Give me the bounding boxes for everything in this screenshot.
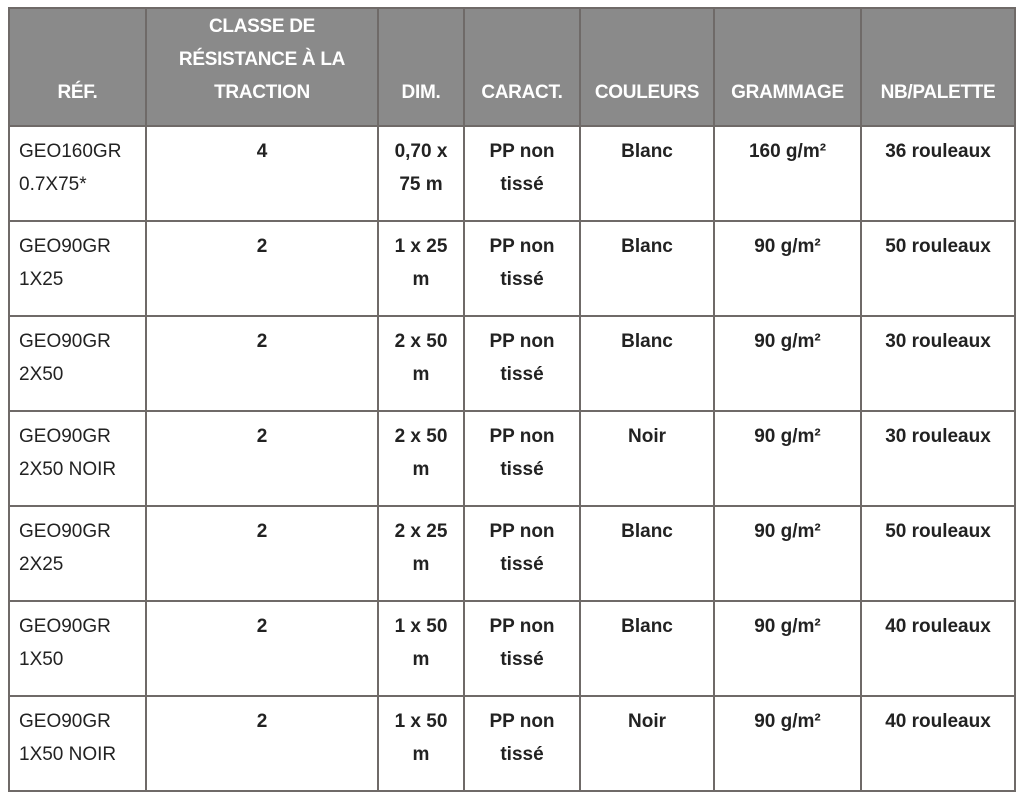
cell-ref: GEO90GR 1X50 NOIR — [9, 696, 146, 791]
header-nb-palette: NB/PALETTE — [861, 8, 1015, 126]
cell-ref: GEO90GR 2X50 — [9, 316, 146, 411]
cell-ref: GEO160GR 0.7X75* — [9, 126, 146, 221]
cell-dim: 1 x 50 m — [378, 696, 464, 791]
header-caract: CARACT. — [464, 8, 580, 126]
header-grammage: GRAMMAGE — [714, 8, 861, 126]
cell-grammage: 90 g/m² — [714, 506, 861, 601]
table-body — [9, 126, 1015, 791]
cell-classe: 2 — [146, 316, 378, 411]
table-row — [9, 316, 1015, 411]
header-ref: RÉF. — [9, 8, 146, 126]
cell-ref: GEO90GR 1X25 — [9, 221, 146, 316]
cell-classe: 4 — [146, 126, 378, 221]
cell-caract: PP non tissé — [464, 506, 580, 601]
cell-caract: PP non tissé — [464, 126, 580, 221]
cell-dim: 2 x 50 m — [378, 316, 464, 411]
cell-caract: PP non tissé — [464, 601, 580, 696]
cell-dim: 2 x 25 m — [378, 506, 464, 601]
header-row — [9, 8, 1015, 126]
cell-nb-palette: 36 rouleaux — [861, 126, 1015, 221]
cell-dim: 1 x 25 m — [378, 221, 464, 316]
table-row — [9, 126, 1015, 221]
cell-couleur: Blanc — [580, 601, 714, 696]
cell-couleur: Blanc — [580, 126, 714, 221]
cell-couleur: Blanc — [580, 506, 714, 601]
table-row — [9, 221, 1015, 316]
cell-grammage: 90 g/m² — [714, 411, 861, 506]
cell-nb-palette: 40 rouleaux — [861, 601, 1015, 696]
cell-caract: PP non tissé — [464, 221, 580, 316]
cell-dim: 0,70 x 75 m — [378, 126, 464, 221]
cell-grammage: 90 g/m² — [714, 696, 861, 791]
cell-caract: PP non tissé — [464, 316, 580, 411]
cell-caract: PP non tissé — [464, 411, 580, 506]
product-spec-table — [8, 7, 1016, 792]
table-row — [9, 601, 1015, 696]
header-classe: CLASSE DE RÉSISTANCE À LA TRACTION — [146, 8, 378, 126]
cell-ref: GEO90GR 1X50 — [9, 601, 146, 696]
cell-nb-palette: 30 rouleaux — [861, 316, 1015, 411]
table-row — [9, 506, 1015, 601]
cell-caract: PP non tissé — [464, 696, 580, 791]
table-row — [9, 411, 1015, 506]
table-row — [9, 696, 1015, 791]
cell-ref: GEO90GR 2X25 — [9, 506, 146, 601]
cell-couleur: Noir — [580, 411, 714, 506]
cell-classe: 2 — [146, 411, 378, 506]
header-couleurs: COULEURS — [580, 8, 714, 126]
cell-classe: 2 — [146, 696, 378, 791]
cell-couleur: Noir — [580, 696, 714, 791]
header-dim: DIM. — [378, 8, 464, 126]
cell-nb-palette: 50 rouleaux — [861, 506, 1015, 601]
cell-couleur: Blanc — [580, 316, 714, 411]
cell-nb-palette: 50 rouleaux — [861, 221, 1015, 316]
cell-grammage: 90 g/m² — [714, 221, 861, 316]
cell-couleur: Blanc — [580, 221, 714, 316]
cell-classe: 2 — [146, 506, 378, 601]
cell-classe: 2 — [146, 221, 378, 316]
cell-dim: 1 x 50 m — [378, 601, 464, 696]
cell-grammage: 90 g/m² — [714, 316, 861, 411]
cell-nb-palette: 40 rouleaux — [861, 696, 1015, 791]
cell-ref: GEO90GR 2X50 NOIR — [9, 411, 146, 506]
cell-grammage: 90 g/m² — [714, 601, 861, 696]
table-header — [9, 8, 1015, 126]
cell-dim: 2 x 50 m — [378, 411, 464, 506]
cell-grammage: 160 g/m² — [714, 126, 861, 221]
cell-classe: 2 — [146, 601, 378, 696]
cell-nb-palette: 30 rouleaux — [861, 411, 1015, 506]
